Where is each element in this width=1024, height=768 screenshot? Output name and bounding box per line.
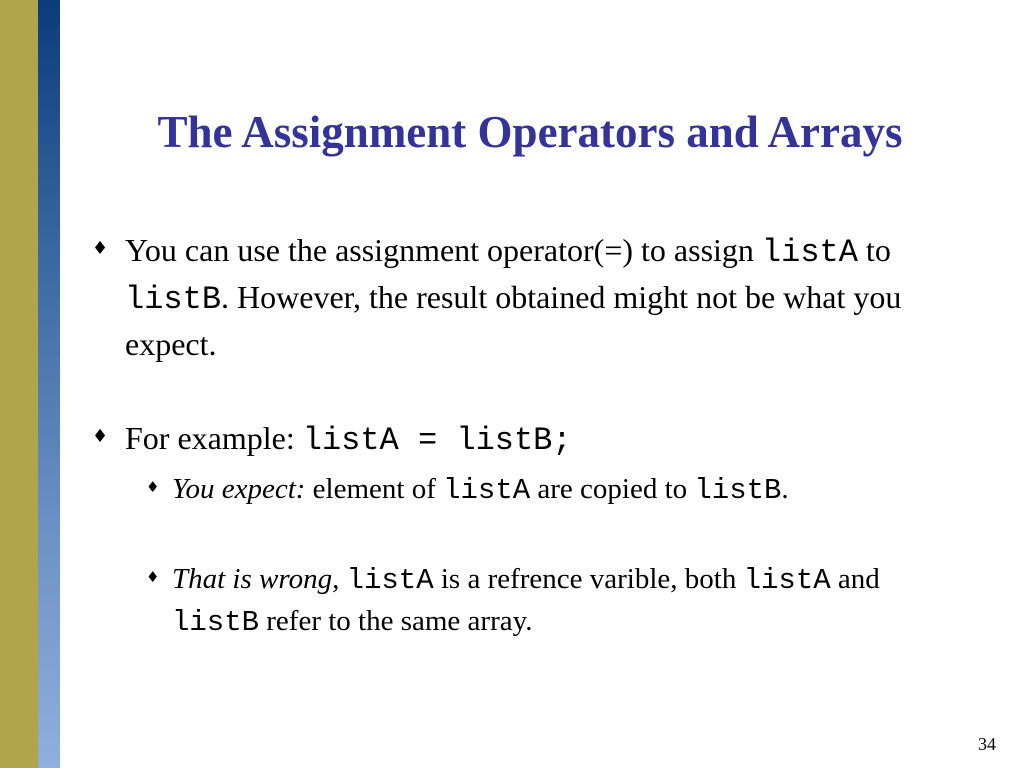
sub-bullet-item-1 <box>172 469 932 511</box>
sub-bullet-2-text: is a refrence varible, both <box>433 563 744 595</box>
sub-bullet-2-label: That is wrong, <box>172 563 340 595</box>
code-listA: listA <box>443 474 531 507</box>
sub-bullet-item-2 <box>172 559 932 643</box>
bullet-diamond-icon: ♦ <box>92 426 109 447</box>
bullet-1-text: You can use the assignment operator(=) to assign <box>125 232 762 268</box>
sub-bullet-1-text: are copied to <box>530 473 695 505</box>
sub-bullet-diamond-icon: ♦ <box>146 568 160 586</box>
code-assignment: listA = listB; <box>302 422 572 459</box>
sub-bullet-2-text: refer to the same array. <box>259 605 533 637</box>
bullet-2-text: For example: <box>125 420 303 456</box>
sub-bullet-1-label: You expect: <box>172 473 306 505</box>
sub-bullet-diamond-icon: ♦ <box>146 478 160 496</box>
bullet-1-text: to <box>857 232 891 268</box>
code-listA: listA <box>346 564 434 597</box>
code-listB: listB <box>172 606 260 639</box>
page-number: 34 <box>978 734 996 754</box>
bullet-diamond-icon: ♦ <box>92 238 109 259</box>
code-listB: listB <box>125 281 222 318</box>
sub-bullet-1-text: . <box>781 473 789 505</box>
sub-bullet-1-text: element of <box>305 473 444 505</box>
code-listA: listA <box>743 564 831 597</box>
bullet-item-2 <box>125 416 925 463</box>
sub-bullet-2-text: and <box>830 563 880 595</box>
code-listB: listB <box>694 474 782 507</box>
left-gradient-bar <box>38 0 60 768</box>
bullet-1-text: . However, the result obtained might not be what you expect. <box>125 279 902 362</box>
slide-title: The Assignment Operators and Arrays <box>157 107 903 157</box>
bullet-item-1 <box>125 228 925 366</box>
code-listA: listA <box>761 234 858 271</box>
sub-bullet-2-text <box>339 563 346 595</box>
left-accent-bar <box>0 0 38 768</box>
